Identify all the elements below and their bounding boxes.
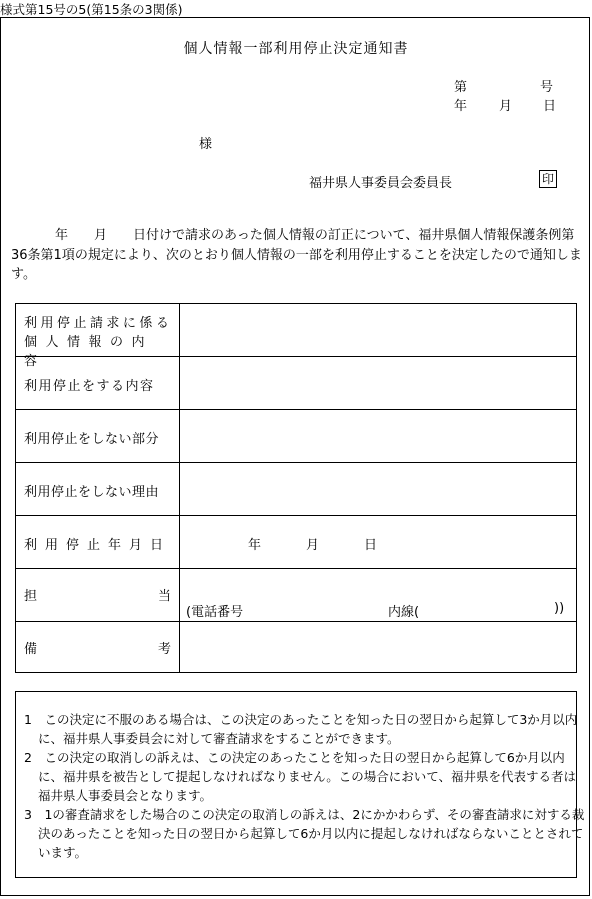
row-label-right: 考 [157, 642, 171, 657]
date-month: 月 [499, 99, 513, 114]
addressee-suffix: 様 [199, 137, 213, 152]
row-label-line1: 利 用 停 止 請 求 に 係 る [24, 316, 171, 331]
body-paragraph: 年 月 日付けで請求のあった個人情報の訂正について、福井県個人情報保護条例第36条第1項の規定により、次のとおり個人情報の一部を利用停止することを決定したので通知します。 [11, 228, 582, 282]
table-row [16, 463, 576, 516]
phone-number-label: (電話番号 [186, 605, 244, 620]
row-label-left: 担 [24, 589, 38, 604]
row-label-right: 当 [157, 589, 171, 604]
row-label: 利用停止をしない理由 [24, 485, 160, 500]
row-label: 利用停止をしない部分 [24, 432, 160, 447]
value-cell[interactable] [180, 357, 576, 409]
table-row [16, 357, 576, 410]
document-title: 個人情報一部利用停止決定通知書 [183, 41, 409, 57]
row-label-line2: 個人情報の内容 [24, 335, 154, 369]
row-label: 利用停止年月日 [24, 538, 172, 553]
note-2: 2 この決定の取消しの訴えは、この決定のあったことを知った日の翌日から起算して6か月以内に、福井県を被告として提起しなければなりません。この場合において、福井県を代表する者は福井県人事委員会となります。 [24, 750, 577, 803]
closing-parentheses: )) [554, 601, 565, 616]
stop-date-month: 月 [306, 538, 320, 553]
stop-date-day: 日 [364, 538, 378, 553]
notes-box [15, 691, 585, 878]
seal-stamp: 印 [539, 170, 557, 188]
stop-date-year: 年 [248, 538, 262, 553]
issuer-name: 福井県人事委員会委員長 [309, 176, 453, 191]
table-row [16, 304, 576, 369]
row-label: 利用停止をする内容 [24, 379, 155, 394]
note-1: 1 この決定に不服のある場合は、この決定のあったことを知った日の翌日から起算して3か月以内に、福井県人事委員会に対して審査請求をすることができます。 [24, 712, 578, 746]
value-cell[interactable] [180, 304, 576, 356]
note-3: 3 1の審査請求をした場合のこの決定の取消しの訴えは、2にかかわらず、その審査請求に対する裁決のあったことを知った日の翌日から起算して6か月以内に提起しなければならないこととされています。 [24, 807, 585, 860]
extension-label: 内線( [388, 605, 420, 620]
row-label-left: 備 [24, 642, 38, 657]
date-year: 年 [454, 99, 468, 114]
value-cell[interactable] [180, 622, 576, 672]
table-row [16, 410, 576, 463]
value-cell[interactable] [180, 410, 576, 462]
date-day: 日 [543, 99, 557, 114]
table-row [16, 516, 576, 569]
number-prefix: 第 [454, 80, 468, 95]
value-cell[interactable] [180, 463, 576, 515]
decision-table [15, 303, 577, 673]
table-row [16, 622, 576, 672]
number-suffix: 号 [540, 80, 554, 95]
table-row [16, 569, 576, 622]
form-number-label: 様式第15号の5(第15条の3関係) [0, 2, 183, 17]
